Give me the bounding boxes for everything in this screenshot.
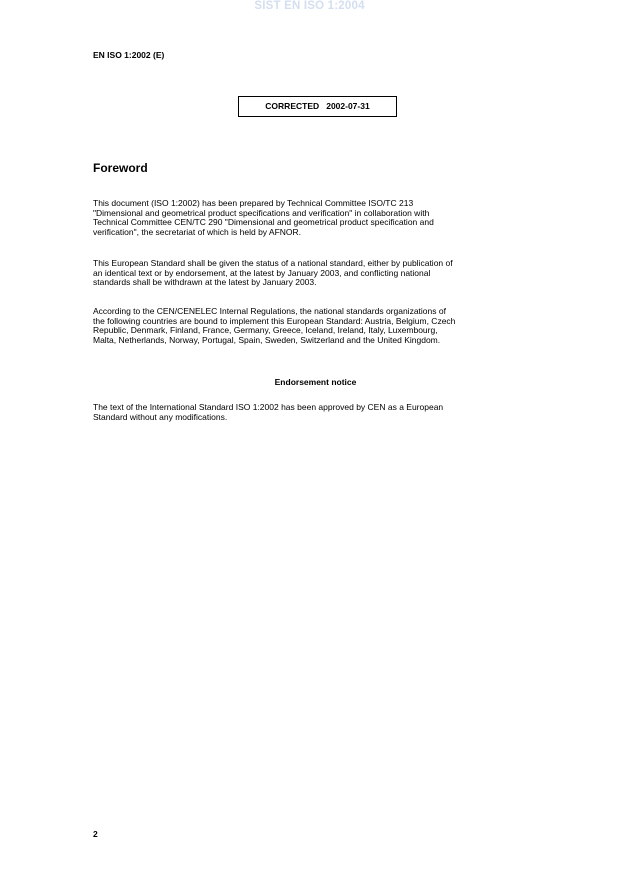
paragraph-line: verification", the secretariat of which is held by AFNOR.: [93, 226, 302, 237]
paragraph-line: Republic, Denmark, Finland, France, Germany, Greece, Iceland, Ireland, Italy, Luxembourg,: [93, 325, 438, 336]
paragraph-line: an identical text or by endorsement, at the latest by January 2003, and conflicting national: [93, 267, 431, 278]
paragraph-line: the following countries are bound to implement this European Standard: Austria, Belgium, Czech: [93, 315, 456, 326]
foreword-title: Foreword: [93, 161, 148, 175]
paragraph-line: Malta, Netherlands, Norway, Portugal, Spain, Sweden, Switzerland and the United Kingdom.: [93, 334, 441, 345]
paragraph-line: Technical Committee CEN/TC 290 "Dimensional and geometrical product specification and: [93, 217, 434, 228]
page-number: 2: [93, 829, 98, 839]
paragraph-line: standards shall be withdrawn at the latest by January 2003.: [93, 277, 317, 288]
document-reference: EN ISO 1:2002 (E): [93, 50, 165, 60]
paragraph-line: This document (ISO 1:2002) has been prepared by Technical Committee ISO/TC 213: [93, 198, 414, 208]
endorsement-paragraph: [93, 403, 543, 422]
paragraph-line: The text of the International Standard ISO 1:2002 has been approved by CEN as a European: [93, 402, 444, 412]
paragraph-line: Standard without any modifications.: [93, 411, 228, 422]
watermark: SIST EN ISO 1:2004: [254, 0, 365, 12]
paragraph-line: "Dimensional and geometrical product specifications and verification" in collaboration with: [93, 207, 430, 218]
endorsement-heading: Endorsement notice: [274, 377, 357, 387]
foreword-paragraph-2: [93, 259, 543, 288]
foreword-paragraph-1: [93, 199, 543, 237]
paragraph-line: This European Standard shall be given the status of a national standard, either by publication of: [93, 258, 453, 268]
foreword-paragraph-3: [93, 307, 543, 345]
corrected-stamp: CORRECTED 2002-07-31: [238, 96, 397, 117]
paragraph-line: According to the CEN/CENELEC Internal Regulations, the national standards organizations of: [93, 306, 446, 316]
